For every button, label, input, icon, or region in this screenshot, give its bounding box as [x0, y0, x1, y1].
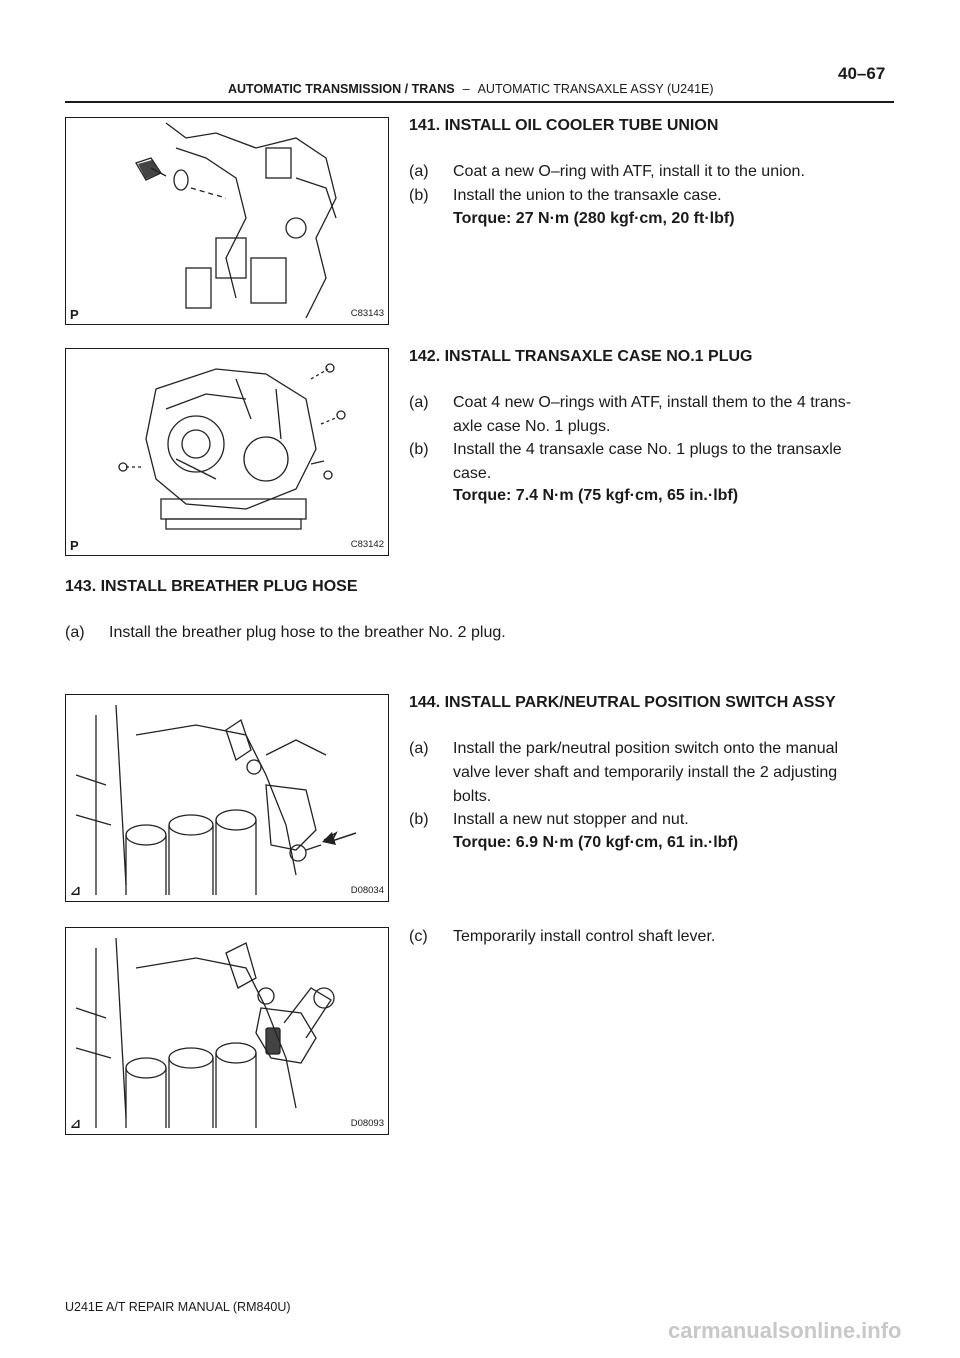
step-144-c	[409, 928, 715, 946]
figure-code: C83142	[350, 539, 384, 550]
watermark: carmanualsonline.info	[668, 1318, 902, 1343]
step-142-a-cont: axle case No. 1 plugs.	[453, 418, 611, 435]
step-142-a	[409, 394, 851, 412]
figure-mark: ⊿	[70, 883, 81, 898]
figure-pn-switch	[65, 694, 389, 902]
figure-control-lever	[65, 927, 389, 1135]
step-144-a-cont-2: bolts.	[453, 788, 492, 805]
item-label: (b)	[409, 187, 429, 204]
step-141-b	[409, 187, 722, 205]
step-144-title: 144. INSTALL PARK/NEUTRAL POSITION SWITCH ASSY	[409, 694, 836, 711]
header-section: AUTOMATIC TRANSMISSION / TRANS	[228, 82, 455, 96]
figure-code: D08034	[350, 885, 384, 896]
item-label: (b)	[409, 811, 429, 828]
item-text: Install the breather plug hose to the breather No. 2 plug.	[109, 624, 506, 641]
step-142-b	[409, 441, 842, 459]
step-143-a	[65, 624, 506, 642]
illustration-transaxle	[66, 349, 389, 556]
footer-manual-id: U241E A/T REPAIR MANUAL (RM840U)	[65, 1300, 291, 1314]
item-text: Coat 4 new O–rings with ATF, install them to the 4 trans-	[453, 394, 852, 411]
figure-oil-cooler-union	[65, 117, 389, 325]
figure-case-plug	[65, 348, 389, 556]
item-label: (a)	[409, 394, 429, 411]
step-141-title: 141. INSTALL OIL COOLER TUBE UNION	[409, 117, 719, 134]
illustration-lever	[66, 928, 389, 1135]
item-text: Install the park/neutral position switch onto the manual	[453, 740, 839, 757]
item-label: (a)	[409, 740, 429, 757]
item-label: (a)	[65, 624, 85, 641]
figure-mark: P	[70, 538, 79, 553]
step-144-a-cont-1: valve lever shaft and temporarily install the 2 adjusting	[453, 764, 838, 781]
item-label: (c)	[409, 928, 428, 945]
step-141-torque: Torque: 27 N·m (280 kgf·cm, 20 ft·lbf)	[453, 210, 735, 227]
header-title: AUTOMATIC TRANSAXLE ASSY (U241E)	[477, 82, 714, 96]
step-142-b-cont: case.	[453, 465, 492, 482]
header-rule	[65, 101, 894, 103]
figure-mark: ⊿	[70, 1116, 81, 1131]
figure-code: C83143	[350, 308, 384, 319]
illustration-union	[66, 118, 389, 325]
item-text: Temporarily install control shaft lever.	[453, 928, 716, 945]
figure-mark: P	[70, 307, 79, 322]
step-142-torque: Torque: 7.4 N·m (75 kgf·cm, 65 in.·lbf)	[453, 487, 739, 504]
step-144-b	[409, 811, 689, 829]
item-text: Install the union to the transaxle case.	[453, 187, 722, 204]
step-144-torque: Torque: 6.9 N·m (70 kgf·cm, 61 in.·lbf)	[453, 834, 739, 851]
step-143-title: 143. INSTALL BREATHER PLUG HOSE	[65, 578, 358, 595]
item-label: (a)	[409, 163, 429, 180]
step-142-title: 142. INSTALL TRANSAXLE CASE NO.1 PLUG	[409, 348, 753, 365]
illustration-switch	[66, 695, 389, 902]
item-text: Coat a new O–ring with ATF, install it to the union.	[453, 163, 805, 180]
item-label: (b)	[409, 441, 429, 458]
step-144-a	[409, 740, 838, 758]
item-text: Install a new nut stopper and nut.	[453, 811, 689, 828]
item-text: Install the 4 transaxle case No. 1 plugs to the transaxle	[453, 441, 842, 458]
page-number: 40–67	[838, 64, 886, 83]
running-header	[228, 82, 714, 96]
header-separator: –	[462, 82, 470, 96]
figure-code: D08093	[350, 1118, 384, 1129]
step-141-a	[409, 163, 805, 181]
